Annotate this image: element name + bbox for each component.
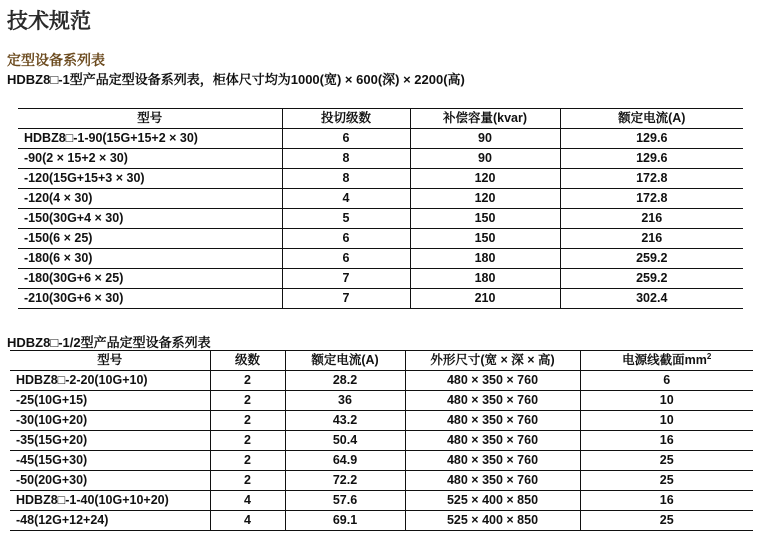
cell-steps: 5: [282, 209, 410, 229]
cell-current: 216: [560, 209, 743, 229]
cell-capacity: 120: [410, 169, 560, 189]
cell-dimensions: 525 × 400 × 850: [405, 511, 580, 531]
cell-model: -150(30G+4 × 30): [18, 209, 282, 229]
series-table-1: [18, 108, 743, 309]
table-row: [18, 169, 743, 189]
cell-model: HDBZ8□-1-40(10G+10+20): [10, 491, 210, 511]
cell-dimensions: 525 × 400 × 850: [405, 491, 580, 511]
header-steps: 投切级数: [282, 109, 410, 129]
table-header-row: [10, 351, 753, 371]
cell-current: 216: [560, 229, 743, 249]
cell-capacity: 150: [410, 229, 560, 249]
table-row: [10, 391, 753, 411]
cell-dimensions: 480 × 350 × 760: [405, 371, 580, 391]
cell-cable-section: 10: [580, 391, 753, 411]
table-row: [10, 371, 753, 391]
cell-steps: 2: [210, 411, 285, 431]
cell-dimensions: 480 × 350 × 760: [405, 431, 580, 451]
header-steps: 级数: [210, 351, 285, 371]
cell-dimensions: 480 × 350 × 760: [405, 411, 580, 431]
cell-steps: 2: [210, 371, 285, 391]
cell-current: 43.2: [285, 411, 405, 431]
table-row: [18, 189, 743, 209]
cell-dimensions: 480 × 350 × 760: [405, 391, 580, 411]
cell-current: 259.2: [560, 249, 743, 269]
cell-steps: 8: [282, 149, 410, 169]
table-row: [18, 269, 743, 289]
table-row: [10, 491, 753, 511]
header-dimensions: 外形尺寸(宽 × 深 × 高): [405, 351, 580, 371]
cell-cable-section: 25: [580, 511, 753, 531]
cell-steps: 2: [210, 451, 285, 471]
header-cable-section: [580, 351, 753, 371]
cell-model: -48(12G+12+24): [10, 511, 210, 531]
table-row: [10, 411, 753, 431]
cell-current: 50.4: [285, 431, 405, 451]
cell-capacity: 180: [410, 249, 560, 269]
cell-capacity: 120: [410, 189, 560, 209]
cell-model: -210(30G+6 × 30): [18, 289, 282, 309]
cell-current: 64.9: [285, 451, 405, 471]
table1-description: HDBZ8□-1型产品定型设备系列表，柜体尺寸均为1000(宽) × 600(深) × 2200(高): [7, 72, 465, 87]
cell-model: -25(10G+15): [10, 391, 210, 411]
cell-model: -30(10G+20): [10, 411, 210, 431]
cell-model: HDBZ8□-1-90(15G+15+2 × 30): [18, 129, 282, 149]
header-current: 额定电流(A): [285, 351, 405, 371]
cell-current: 36: [285, 391, 405, 411]
cell-steps: 7: [282, 289, 410, 309]
cell-model: -90(2 × 15+2 × 30): [18, 149, 282, 169]
cell-dimensions: 480 × 350 × 760: [405, 471, 580, 491]
cell-current: 129.6: [560, 149, 743, 169]
cell-current: 302.4: [560, 289, 743, 309]
cell-capacity: 180: [410, 269, 560, 289]
cell-dimensions: 480 × 350 × 760: [405, 451, 580, 471]
cell-model: -150(6 × 25): [18, 229, 282, 249]
cell-model: HDBZ8□-2-20(10G+10): [10, 371, 210, 391]
cell-current: 69.1: [285, 511, 405, 531]
cell-model: -120(4 × 30): [18, 189, 282, 209]
cell-steps: 6: [282, 249, 410, 269]
cell-steps: 8: [282, 169, 410, 189]
cell-steps: 6: [282, 129, 410, 149]
cell-steps: 2: [210, 391, 285, 411]
cell-steps: 4: [210, 491, 285, 511]
table2-caption: HDBZ8□-1/2型产品定型设备系列表: [7, 335, 211, 350]
cell-cable-section: 16: [580, 491, 753, 511]
table-row: [18, 149, 743, 169]
table-row: [18, 249, 743, 269]
header-model: 型号: [10, 351, 210, 371]
table1-body: [18, 129, 743, 309]
table2-body: [10, 371, 753, 531]
table-header-row: [18, 109, 743, 129]
cell-model: -120(15G+15+3 × 30): [18, 169, 282, 189]
cell-cable-section: 16: [580, 431, 753, 451]
cell-steps: 7: [282, 269, 410, 289]
series-table-2: [10, 350, 753, 531]
cell-current: 129.6: [560, 129, 743, 149]
table-row: [18, 289, 743, 309]
cell-capacity: 90: [410, 129, 560, 149]
table-row: [10, 511, 753, 531]
cell-capacity: 210: [410, 289, 560, 309]
header-cable-sup: 2: [706, 351, 712, 361]
section-subheading: 定型设备系列表: [7, 52, 105, 68]
cell-model: -35(15G+20): [10, 431, 210, 451]
cell-model: -180(30G+6 × 25): [18, 269, 282, 289]
cell-model: -45(15G+30): [10, 451, 210, 471]
cell-cable-section: 6: [580, 371, 753, 391]
cell-model: -180(6 × 30): [18, 249, 282, 269]
cell-current: 172.8: [560, 189, 743, 209]
table-row: [10, 471, 753, 491]
cell-steps: 2: [210, 471, 285, 491]
header-model: 型号: [18, 109, 282, 129]
cell-cable-section: 10: [580, 411, 753, 431]
cell-cable-section: 25: [580, 451, 753, 471]
cell-steps: 4: [210, 511, 285, 531]
cell-model: -50(20G+30): [10, 471, 210, 491]
cell-current: 72.2: [285, 471, 405, 491]
table-row: [18, 229, 743, 249]
cell-cable-section: 25: [580, 471, 753, 491]
cell-current: 259.2: [560, 269, 743, 289]
cell-steps: 2: [210, 431, 285, 451]
table-row: [10, 451, 753, 471]
page-title: 技术规范: [7, 10, 91, 33]
header-current: 额定电流(A): [560, 109, 743, 129]
cell-current: 172.8: [560, 169, 743, 189]
cell-capacity: 150: [410, 209, 560, 229]
header-capacity: 补偿容量(kvar): [410, 109, 560, 129]
cell-steps: 6: [282, 229, 410, 249]
cell-steps: 4: [282, 189, 410, 209]
cell-current: 57.6: [285, 491, 405, 511]
cell-current: 28.2: [285, 371, 405, 391]
table-row: [10, 431, 753, 451]
header-cable-label: 电源线截面mm: [622, 353, 707, 367]
cell-capacity: 90: [410, 149, 560, 169]
table-row: [18, 209, 743, 229]
table-row: [18, 129, 743, 149]
